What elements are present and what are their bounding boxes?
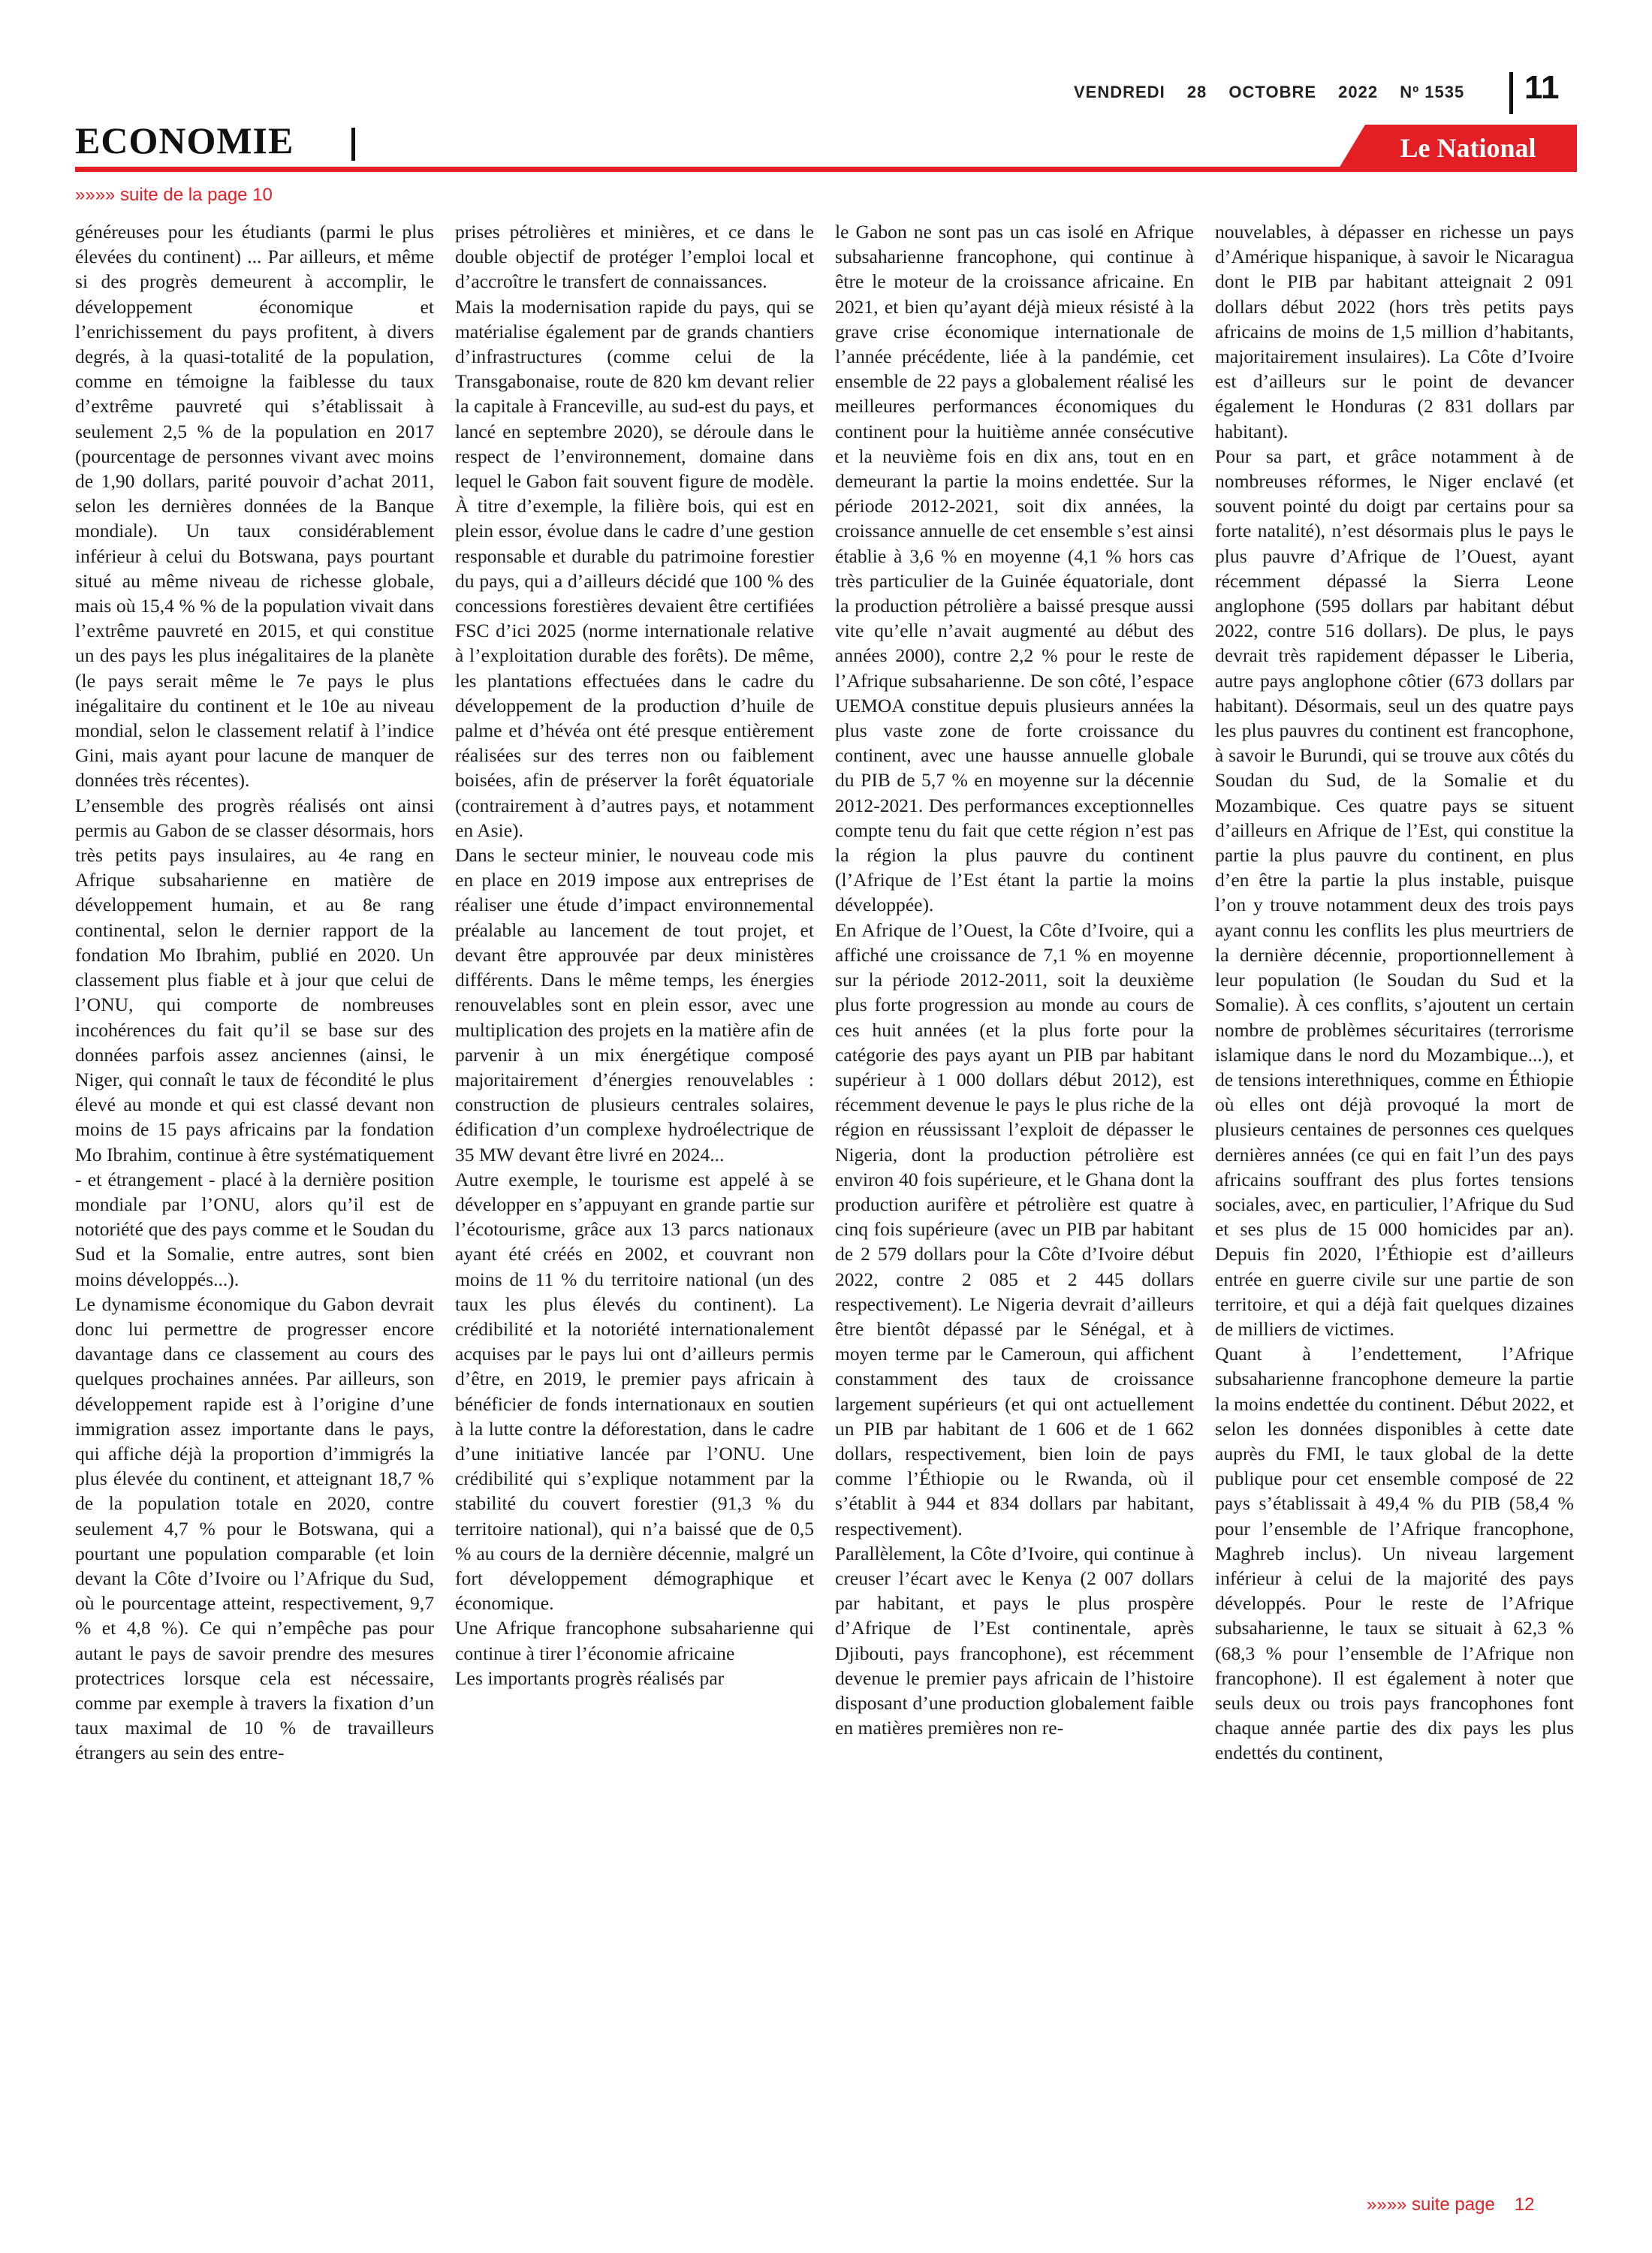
date-month: OCTOBRE <box>1228 83 1317 101</box>
article-paragraph: Parallèlement, la Côte d’Ivoire, qui continue à creuser l’écart avec le Kenya (2 007 dollars par habitant, et pays le plus prospère d’Afrique de l’Est continentale, après Djibouti, pays francophone), est récemment devenue le premier pays africain de l’histoire disposant d’une production globalement faible en matières premières non re- <box>835 1542 1194 1739</box>
article-paragraph: Dans le secteur minier, le nouveau code mis en place en 2019 impose aux entreprises de réaliser une étude d’impact environnemental préalable au lancement de tout projet, et devant être approuvée par deux ministères différents. Dans le même temps, les énergies renouvelables sont en plein essor, avec une multiplication des projets en la matière afin de parvenir à un mix énergétique composé majoritairement d’énergies renouvelables : construction de plusieurs centrales solaires, édification d’un complexe hydroélectrique de 35 MW devant être livré en 2024... <box>455 844 814 1166</box>
article-paragraph: Quant à l’endettement, l’Afrique subsaharienne francophone demeure la partie la moins endettée du continent. Début 2022, et selon les données disponibles à cette date auprès du FMI, le taux global de la dette publique pour cet ensemble composé de 22 pays s’établissait à 49,4 % du PIB (58,4 % pour l’ensemble de l’Afrique francophone, Maghreb inclus). Un niveau largement inférieur à celui de la majorité des pays développés. Pour le reste de l’Afrique subsaharienne, le taux se situait à 62,3 % (68,3 % pour l’ensemble de l’Afrique non francophone). Il est également à noter que seuls deux ou trois pays francophones font chaque année partie des dix pays les plus endettés du continent, <box>1215 1343 1574 1764</box>
article-paragraph: prises pétrolières et minières, et ce dans le double objectif de protéger l’emploi local et d’accroître le transfert de connaissances. <box>455 221 814 293</box>
continued-from-label: »»»» suite de la page 10 <box>75 185 273 205</box>
article-paragraph: généreuses pour les étudiants (parmi le plus élevées du continent) ... Par ailleurs, et même si des progrès demeurent à accomplir, le développement économique et l’enrichissement du pays profitent, à divers degrés, à la quasi-totalité de la population, comme en témoigne la faiblesse du taux d’extrême pauvreté qui s’établissait à seulement 2,5 % de la population en 2017 (pourcentage de personnes vivant avec moins de 1,90 dollars, parité pouvoir d’achat 2011, selon les dernières données de la Banque mondiale). Un taux considérablement inférieur à celui du Botswana, pays pourtant situé au même niveau de richesse globale, mais où 15,4 % % de la population vivait dans l’extrême pauvreté en 2015, et qui constitue un des pays les plus inégalitaires de la planète (le pays serait même le 7e pays le plus inégalitaire du continent et le 10e au niveau mondial, selon le classement relatif à l’indice Gini, mais ayant pour lacune de manquer de données très récentes). <box>75 221 434 792</box>
article-column-2 <box>455 219 814 1691</box>
article-paragraph: L’ensemble des progrès réalisés ont ainsi permis au Gabon de se classer désormais, hors très petits pays insulaires, au 4e rang en Afrique subsaharienne en matière de développement humain, et au 8e rang continental, selon le dernier rapport de la fondation Mo Ibrahim, publié en 2020. Un classement plus fiable et à jour que celui de l’ONU, qui comporte de nombreuses incohérences du fait qu’il se base sur des données parfois assez anciennes (ainsi, le Niger, qui connaît le taux de fécondité le plus élevé au monde et qui est classé devant non moins de 15 pays africains par la fondation Mo Ibrahim, continue à être systématiquement - et étrangement - placé à la dernière position mondiale par l’ONU, alors qu’il est de notoriété que des pays comme et le Soudan du Sud et la Somalie, entre autres, sont bien moins développés...). <box>75 794 434 1290</box>
date-number: 28 <box>1186 83 1207 101</box>
article-subheading: Une Afrique francophone subsaharienne qui continue à tirer l’économie africaine <box>455 1617 814 1664</box>
date-year: 2022 <box>1338 83 1379 101</box>
article-paragraph: nouvelables, à dépasser en richesse un pays d’Amérique hispanique, à savoir le Nicaragua dont le PIB par habitant atteignait 2 091 dollars début 2022 (hors très petits pays africains de moins de 1,5 million d’habitants, majoritairement insulaires). La Côte d’Ivoire est d’ailleurs sur le point de devancer également le Honduras (2 831 dollars par habitant). <box>1215 221 1574 442</box>
article-paragraph: Le dynamisme économique du Gabon devrait donc lui permettre de progresser encore davantage dans ce classement au cours des quelques prochaines années. Par ailleurs, son développement rapide est à l’origine d’une immigration assez importante dans le pays, qui affiche déjà la proportion d’immigrés la plus élevée du continent, et atteignant 18,7 % de la population totale en 2020, contre seulement 4,7 % pour le Botswana, qui a pourtant une population comparable (et loin devant la Côte d’Ivoire ou l’Afrique du Sud, où le pourcentage atteint, respectivement, 9,7 % et 4,8 %). Ce qui n’empêche pas pour autant le pays de savoir prendre des mesures protectrices lorsque cela est nécessaire, comme par exemple à travers la fixation d’un taux maximal de 10 % de travailleurs étrangers au sein des entre- <box>75 1292 434 1764</box>
article-paragraph: le Gabon ne sont pas un cas isolé en Afrique subsaharienne francophone, qui continue à être le moteur de la croissance africaine. En 2021, et bien qu’ayant déjà mieux résisté à la grave crise économique internationale de l’année précédente, liée à la pandémie, cet ensemble de 22 pays a globalement réalisé les meilleures performances économiques du continent pour la huitième année consécutive et la neuvième fois en dix ans, tout en en demeurant la partie la moins endettée. Sur la période 2012-2021, soit dix années, la croissance annuelle de cet ensemble s’est ainsi établie à 3,6 % en moyenne (4,1 % hors cas très particulier de la Guinée équatoriale, dont la production pétrolière a baissé presque aussi vite qu’elle n’avait augmenté au début des années 2000), contre 2,2 % pour le reste de l’Afrique subsaharienne. De son côté, l’espace UEMOA constitue depuis plusieurs années la plus vaste zone de forte croissance du continent, avec une hausse annuelle globale du PIB de 5,7 % en moyenne sur la décennie 2012-2021. Des performances exceptionnelles compte tenu du fait que cette région n’est pas la région la plus pauvre du continent (l’Afrique de l’Est étant la partie la moins développée). <box>835 221 1194 916</box>
brand-name: Le National <box>1400 133 1536 163</box>
article-paragraph: Mais la modernisation rapide du pays, qui se matérialise également par de grands chantiers d’infrastructures (comme celui de la Transgabonaise, route de 820 km devant relier la capitale à Franceville, au sud-est du pays, et lancé en septembre 2020), se déroule dans le respect de l’environnement, domaine dans lequel le Gabon fait souvent figure de modèle. À titre d’exemple, la filière bois, qui est en plein essor, évolue dans le cadre d’une gestion responsable et durable du patrimoine forestier du pays, qui a d’ailleurs décidé que 100 % des concessions forestières devaient être certifiées FSC d’ici 2025 (norme internationale relative à l’exploitation durable des forêts). De même, les plantations effectuées dans le cadre du développement de la production d’huile de palme et d’hévéa ont été presque entièrement réalisées sur des terres non ou faiblement boisées, afin de préserver la forêt équatoriale (contrairement à d’autres pays, et notamment en Asie). <box>455 295 814 841</box>
article-paragraph: Les importants progrès réalisés par <box>455 1666 725 1689</box>
continued-on-page: 12 <box>1514 2194 1535 2215</box>
article-column-4 <box>1215 219 1574 1766</box>
page-number: 11 <box>1524 69 1560 106</box>
article-paragraph: Autre exemple, le tourisme est appelé à se développer en s’appuyant en grande partie sur l’écotourisme, grâce aux 13 parcs nationaux ayant été créés en 2002, et couvrant non moins de 11 % du territoire national (un des taux les plus élevés du continent). La crédibilité et la notoriété internationalement acquises par le pays lui ont d’ailleurs permis d’être, en 2019, le premier pays africain à bénéficier de fonds internationaux en soutien à la lutte contre la déforestation, dans le cadre d’une initiative lancée par l’ONU. Une crédibilité qui s’explique notamment par la stabilité du couvert forestier (91,3 % du territoire national), qui n’a baissé que de 0,5 % au cours de la dernière décennie, malgré un fort développement démographique et économique. <box>455 1168 814 1615</box>
date-day: VENDREDI <box>1074 83 1165 101</box>
article-paragraph: En Afrique de l’Ouest, la Côte d’Ivoire, qui a affiché une croissance de 7,1 % en moyenne sur la période 2012-2011, soit la deuxième plus forte progression au monde au cours de ces huit années (et la plus forte pour la catégorie des pays ayant un PIB par habitant supérieur à 1 000 dollars début 2012), est récemment devenue le pays le plus riche de la région en réussissant l’exploit de dépasser le Nigeria, dont la production pétrolière est environ 40 fois supérieure, et le Ghana dont la production aurifère et pétrolière est quatre à cinq fois supérieure (avec un PIB par habitant de 2 579 dollars pour la Côte d’Ivoire début 2022, contre 2 085 et 2 445 dollars respectivement). Le Nigeria devrait d’ailleurs être bientôt dépassé par le Sénégal, et à moyen terme par le Cameroun, qui affichent constamment des taux de croissance largement supérieurs (et qui ont actuellement un PIB par habitant de 1 606 et de 1 662 dollars, respectivement, bien loin de pays comme l’Éthiopie ou le Rwanda, où il s’établit à 944 et 834 dollars par habitant, respectivement). <box>835 918 1194 1540</box>
section-title: ECONOMIE <box>75 119 294 161</box>
issue-number: Nº 1535 <box>1400 83 1465 101</box>
continued-on-link[interactable] <box>1367 2194 1535 2215</box>
section-title-divider <box>351 128 355 161</box>
issue-date <box>1074 83 1481 102</box>
article-column-1 <box>75 219 434 1766</box>
page-number-divider <box>1509 72 1513 114</box>
continued-on-label: »»»» suite page <box>1367 2194 1495 2215</box>
article-column-3 <box>835 219 1194 1740</box>
article-paragraph: Pour sa part, et grâce notamment à de nombreuses réformes, le Niger enclavé (et souvent pointé du doigt par certains pour sa forte natalité), n’est désormais plus le pays le plus pauvre d’Afrique de l’Ouest, ayant récemment dépassé la Sierra Leone anglophone (595 dollars par habitant début 2022, contre 516 dollars). De plus, le pays devrait très rapidement dépasser le Liberia, autre pays anglophone côtier (673 dollars par habitant). Désormais, seul un des quatre pays les plus pauvres du continent est francophone, à savoir le Burundi, qui se trouve aux côtés du Soudan du Sud, de la Somalie et du Mozambique. Ces quatre pays se situent d’ailleurs en Afrique de l’Est, qui constitue la partie la plus pauvre du continent, en plus d’en être la partie la plus instable, puisque l’on y trouve notamment deux des trois pays ayant connu les conflits les plus meurtriers de la dernière décennie, proportionnellement à leur population (le Soudan du Sud et la Somalie). À ces conflits, s’ajoutent un certain nombre de problèmes sécuritaires (terrorisme islamique dans le nord du Mozambique...), et de tensions interethniques, comme en Éthiopie où elles ont déjà provoqué la mort de plusieurs centaines de personnes ces quelques dernières années (ce qui en fait l’un des pays africains souffrant des plus fortes tensions sociales, avec, en particulier, l’Afrique du Sud et ses plus de 15 000 homicides par an). Depuis fin 2020, l’Éthiopie est d’ailleurs entrée en guerre civile sur une partie de son territoire, et qui a déjà fait quelques dizaines de milliers de victimes. <box>1215 445 1574 1340</box>
